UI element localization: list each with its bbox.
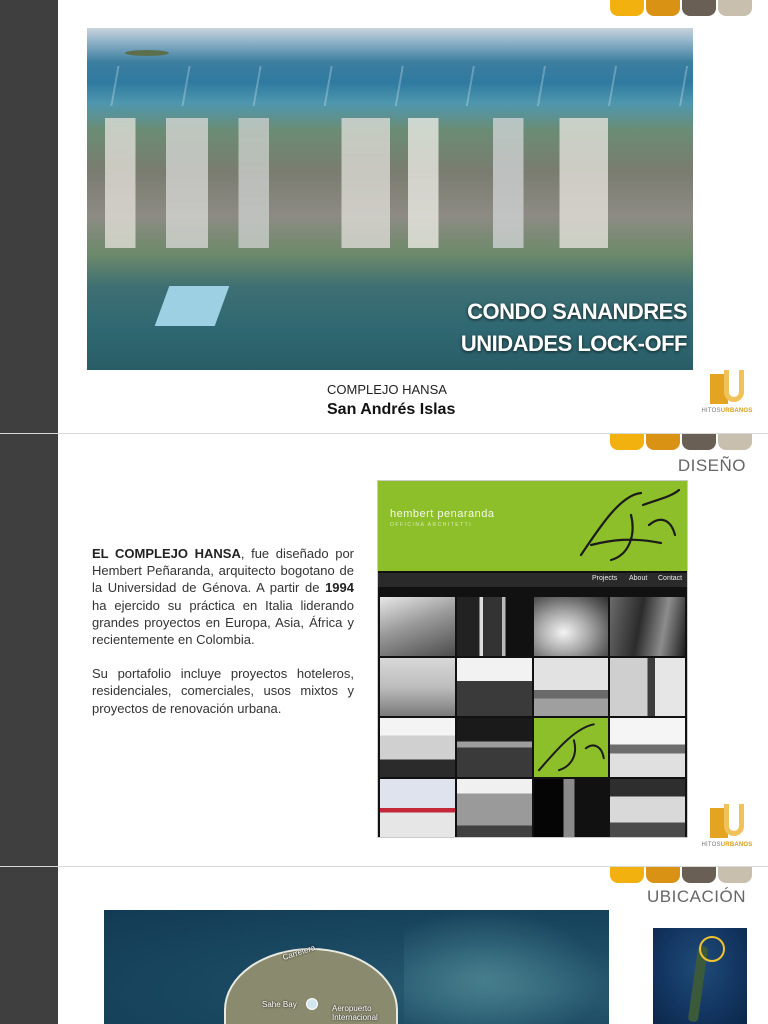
project-thumbnail	[457, 658, 532, 717]
slide-sidebar	[0, 0, 58, 433]
architect-website-screenshot	[377, 480, 688, 838]
design-paragraph-1: EL COMPLEJO HANSA, fue diseñado por Hembert Peñaranda, arquitecto bogotano de la Universidad de Génova. A partir de 1994 ha ejercido su práctica en Italia liderando grandes proyectos en Europa, Asia, África y recientemente en Colombia.	[92, 546, 355, 648]
slide-sidebar	[0, 867, 58, 1024]
hero-caption	[461, 296, 687, 360]
hitos-urbanos-logo: HITOSURBANOS	[700, 370, 754, 420]
satellite-map	[104, 910, 609, 1024]
signature-icon	[534, 718, 609, 777]
color-tab	[610, 434, 644, 450]
map-label: Aeropuerto Internacional	[332, 1004, 378, 1022]
color-tab	[682, 867, 716, 883]
location-highlight-icon	[699, 936, 725, 962]
project-thumbnail	[534, 597, 609, 656]
section-title: UBICACIÓN	[647, 887, 746, 906]
design-description	[92, 545, 354, 734]
design-paragraph-2: Su portafolio incluye proyectos hoteleros, residenciales, comerciales, usos mixtos y proyectos de renovación urbana.	[92, 666, 354, 716]
project-thumbnail	[610, 779, 685, 838]
color-tab	[610, 867, 644, 883]
hitos-urbanos-logo: HITOSURBANOS	[700, 804, 754, 854]
color-tab	[610, 0, 644, 16]
project-thumbnail-grid	[380, 597, 685, 837]
color-tab	[682, 0, 716, 16]
hero-aerial-photo	[87, 28, 693, 370]
project-thumbnail	[457, 718, 532, 777]
regional-map	[653, 928, 747, 1024]
website-nav	[378, 573, 687, 587]
color-tabs	[610, 867, 752, 883]
logo-mark-icon	[710, 370, 746, 406]
project-thumbnail	[610, 658, 685, 717]
section-title: DISEÑO	[677, 456, 746, 475]
color-tab	[682, 434, 716, 450]
map-label: Carretera	[281, 942, 317, 963]
website-header	[378, 481, 687, 571]
slide-condo-san-andres	[0, 0, 768, 433]
color-tab	[718, 434, 752, 450]
project-thumbnail	[610, 718, 685, 777]
color-tabs	[610, 434, 752, 450]
color-tab	[646, 0, 680, 16]
signature-icon	[571, 485, 681, 565]
slide-sidebar	[0, 434, 58, 866]
project-thumbnail	[380, 597, 455, 656]
logo-mark-icon	[710, 804, 746, 840]
hero-caption-line1: CONDO SANANDRES	[467, 299, 687, 324]
website-brand-sub: OFFICINA ARCHITETTI	[390, 522, 473, 528]
color-tab	[646, 867, 680, 883]
color-tab	[646, 434, 680, 450]
project-thumbnail	[380, 718, 455, 777]
project-thumbnail	[457, 779, 532, 838]
color-tab	[718, 867, 752, 883]
website-nav-about: About	[629, 575, 648, 582]
project-thumbnail	[380, 779, 455, 838]
project-thumbnail	[380, 658, 455, 717]
website-nav-projects: Projects	[592, 575, 618, 582]
location-name: San Andrés Islas	[327, 401, 456, 418]
project-thumbnail-signature	[534, 718, 609, 777]
map-pin-icon	[306, 998, 318, 1010]
website-brand: hembert penaranda	[390, 508, 495, 520]
project-thumbnail	[610, 597, 685, 656]
project-thumbnail	[534, 658, 609, 717]
complex-name: COMPLEJO HANSA	[327, 382, 447, 397]
color-tab	[718, 0, 752, 16]
map-label: Sahe Bay	[262, 1000, 297, 1009]
color-tabs	[610, 0, 752, 16]
project-thumbnail	[534, 779, 609, 838]
website-nav-contact: Contact	[658, 575, 683, 582]
hero-caption-line2: UNIDADES LOCK-OFF	[460, 331, 687, 356]
project-thumbnail	[457, 597, 532, 656]
